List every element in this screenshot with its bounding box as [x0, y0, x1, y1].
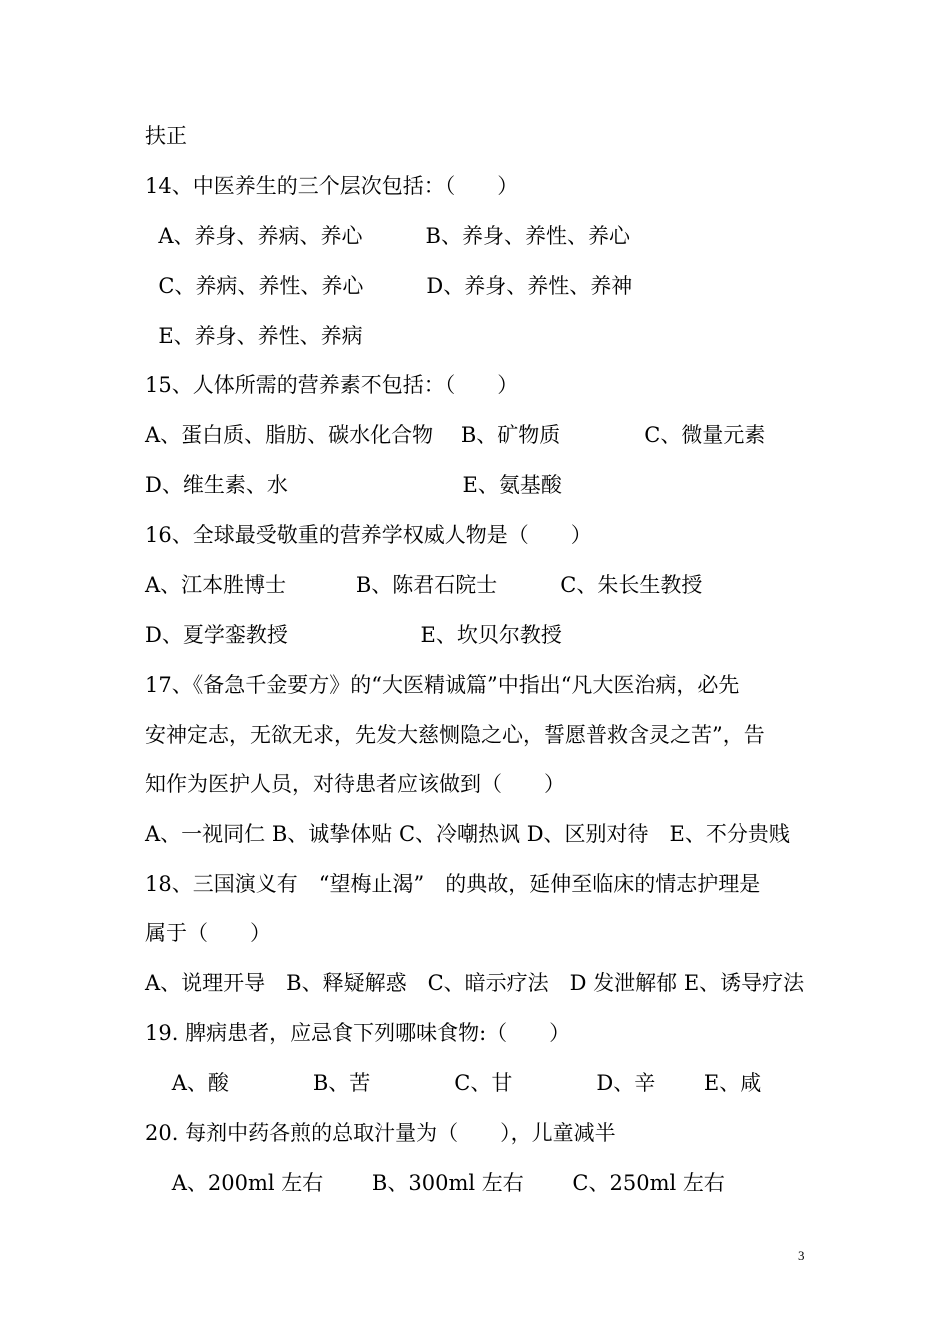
question-19-options: A、酸 B、苦 C、甘 D、辛 E、咸: [145, 1071, 762, 1095]
question-18-line-2: 属于（ ）: [145, 921, 271, 945]
question-14-option-e: E、养身、养性、养病: [145, 324, 363, 348]
question-20: 20. 每剂中药各煎的总取汁量为（ ），儿童减半: [145, 1121, 616, 1145]
question-16: 16、全球最受敬重的营养学权威人物是（ ）: [145, 523, 592, 547]
question-15: 15、人体所需的营养素不包括：（ ）: [145, 373, 519, 397]
question-15-options-abc: A、蛋白质、脂肪、碳水化合物 B、矿物质 C、微量元素: [145, 423, 766, 447]
question-18-options: A、说理开导 B、释疑解惑 C、暗示疗法 D 发泄解郁 E、诱导疗法: [145, 971, 805, 995]
question-17-line-1: 17、《备急千金要方》的“大医精诚篇”中指出“凡大医治病，必先: [145, 673, 740, 697]
question-18-line-1: 18、三国演义有 “望梅止渴” 的典故，延伸至临床的情志护理是: [145, 872, 761, 896]
question-20-options: A、200ml 左右 B、300ml 左右 C、250ml 左右: [145, 1171, 725, 1195]
text-line: 扶正: [145, 124, 187, 148]
question-19: 19. 脾病患者，应忌食下列哪味食物:（ ）: [145, 1021, 571, 1045]
question-14-options-cd: C、养病、养性、养心 D、养身、养性、养神: [145, 274, 633, 298]
question-15-options-de: D、维生素、水 E、氨基酸: [145, 473, 562, 497]
question-17-line-3: 知作为医护人员，对待患者应该做到（ ）: [145, 772, 565, 796]
question-16-options-abc: A、江本胜博士 B、陈君石院士 C、朱长生教授: [145, 573, 703, 597]
question-14-options-ab: A、养身、养病、养心 B、养身、养性、养心: [145, 224, 630, 248]
question-16-options-de: D、夏学銮教授 E、坎贝尔教授: [145, 623, 562, 647]
question-14: 14、中医养生的三个层次包括：（ ）: [145, 174, 519, 198]
question-17-options: A、一视同仁 B、诚挚体贴 C、冷嘲热讽 D、区别对待 E、不分贵贱: [145, 822, 790, 846]
page-number: 3: [798, 1248, 805, 1263]
question-17-line-2: 安神定志，无欲无求，先发大慈恻隐之心，誓愿普救含灵之苦”，告: [145, 723, 765, 747]
